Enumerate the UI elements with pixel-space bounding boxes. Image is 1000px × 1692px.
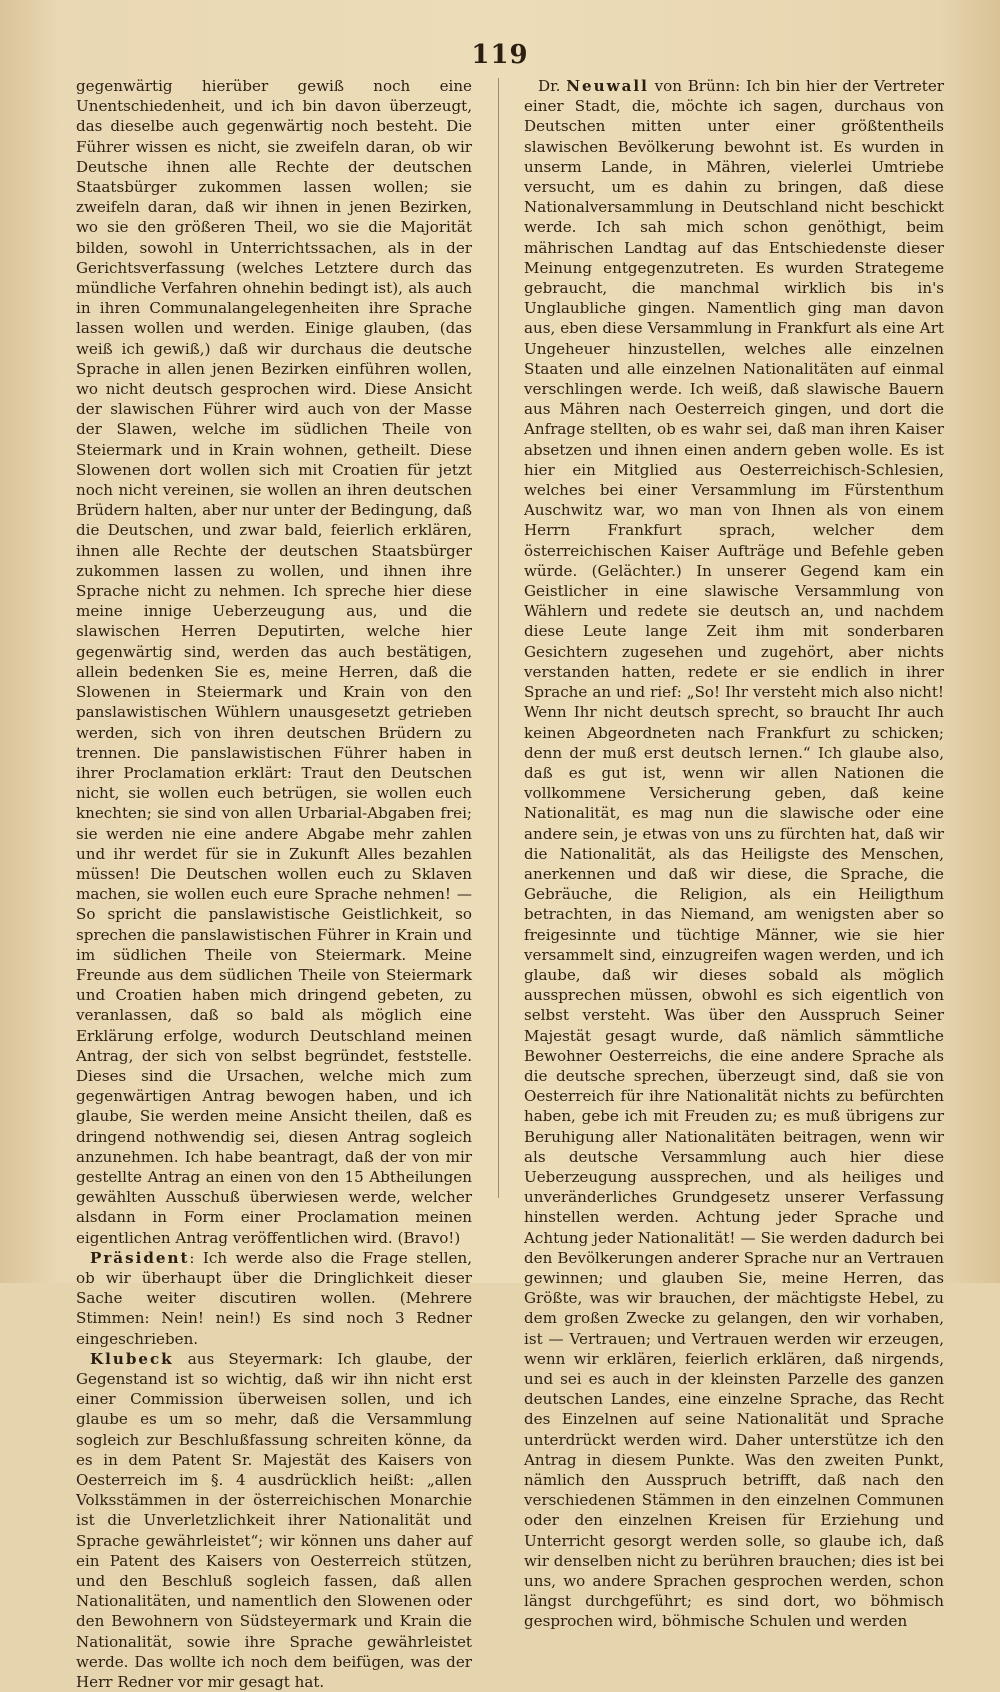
page-number: 119: [471, 40, 529, 70]
speaker-name: Neuwall: [566, 77, 649, 95]
paragraph-continued-speech: gegenwärtig hierüber gewiß noch eine Unentschiedenheit, und ich bin davon überzeugt, das dieselbe auch gegenwärtig noch besteht. Die Führer wissen es nicht, sie zweifeln daran, ob wir Deutsche ihnen alle Rechte der deutschen Staatsbürger zukommen lassen wollen; sie zweifeln daran, daß wir ihnen in jenen Bezirken, wo sie den größeren Theil, wo sie die Majorität bilden, sowohl in Unterrichtssachen, als in der Gerichtsverfassung (welches Letztere durch das mündliche Verfahren ohnehin bedingt ist), als auch in ihren Communalangelegenheiten ihre Sprache lassen wollen und werden. Einige glauben, (das weiß ich gewiß,) daß wir durchaus die deutsche Sprache in allen jenen Bezirken einführen wollen, wo nicht deutsch gesprochen wird. Diese Ansicht der slawischen Führer wird auch von der Masse der Slawen, welche im südlichen Theile von Steiermark und in Krain wohnen, getheilt. Diese Slowenen dort wollen sich mit Croatien für jetzt noch nicht vereinen, sie wollen an ihren deutschen Brüdern halten, aber nur unter der Bedingung, daß die Deutschen, und zwar bald, feierlich erklären, ihnen alle Rechte der deutschen Staatsbürger zukommen lassen zu wollen, und ihnen ihre Sprache nicht zu nehmen. Ich spreche hier diese meine innige Ueberzeugung aus, und die slawischen Herren Deputirten, welche hier gegenwärtig sind, werden das auch bestätigen, allein bedenken Sie es, meine Herren, daß die Slowenen in Steiermark und Krain von den panslawistischen Wühlern unausgesetzt getrieben werden, sich von ihren deutschen Brüdern zu trennen. Die panslawistischen Führer haben in ihrer Proclamation erklärt: Traut den Deutschen nicht, sie wollen euch betrügen, sie wollen euch knechten; sie sind von allen Urbarial-Abgaben frei; sie werden nie eine andere Abgabe mehr zahlen und ihr werdet für sie in Zukunft Alles bezahlen müssen! Die Deutschen wollen euch zu Sklaven machen, sie wollen euch eure Sprache nehmen! — So spricht die panslawistische Geistlichkeit, so sprechen die panslawistischen Führer in Krain und im südlichen Theile von Steiermark. Meine Freunde aus dem südlichen Theile von Steiermark und Croatien haben mich dringend gebeten, zu veranlassen, daß so bald als möglich eine Erklärung erfolge, wodurch Deutschland meinen Antrag, der sich von selbst begründet, feststelle. Dieses sind die Ursachen, welche mich zum gegenwärtigen Antrag bewogen haben, und ich glaube, Sie werden meine Ansicht theilen, daß es dringend nothwendig sei, diesen Antrag sogleich anzunehmen. Ich habe beantragt, daß der von mir gestellte Antrag an einen von den 15 Abtheilungen gewählten Ausschuß überwiesen werde, welcher alsdann in Form einer Proclamation meinen eigentlichen Antrag veröffentlichen wird. (Bravo!): [76, 77, 472, 1247]
speaker-name: Klubeck: [90, 1349, 174, 1368]
right-column: [524, 76, 944, 1632]
paragraph-klubeck: [76, 1349, 472, 1692]
speech-text: : Ich werde also die Frage stellen, ob wir überhaupt über die Dringlichkeit dieser Sache weiter discutiren wollen. (Mehrere Stimmen: Nein! nein!) Es sind noch 3 Redner eingeschrieben.: [76, 1248, 472, 1348]
speaker-title: Dr.: [538, 77, 567, 95]
paragraph-president: [76, 1248, 472, 1349]
left-column: [76, 76, 472, 1692]
speech-text: aus Steyermark: Ich glaube, der Gegenstand ist so wichtig, daß wir ihn nicht erst einer Commission überweisen sollen, und ich glaube es um so mehr, daß die Versammlung sogleich zur Beschlußfassung schreiten könne, da es in dem Patent Sr. Majestät des Kaisers von Oesterreich im §. 4 ausdrücklich heißt: „allen Volksstämmen in der österreichischen Monarchie ist die Unverletzlichkeit ihrer Nationalität und Sprache gewährleistet“; wir können uns daher auf ein Patent des Kaisers von Oesterreich stützen, und den Beschluß sogleich fassen, daß allen Nationalitäten, und namentlich den Slowenen oder den Bewohnern von Südsteyermark und Krain die Nationalität, sowie ihre Sprache gewährleistet werde. Das wollte ich noch dem beifügen, was der Herr Redner vor mir gesagt hat.: [76, 1349, 472, 1692]
paragraph-neuwall: [524, 76, 944, 1632]
column-divider: [498, 78, 499, 1198]
speaker-name: Präsident: [90, 1248, 190, 1267]
speech-text: von Brünn: Ich bin hier der Vertreter einer Stadt, die, möchte ich sagen, durchaus von Deutschen mitten unter einer größtentheils slawischen Bevölkerung bewohnt ist. Es wurden in unserm Lande, in Mähren, vielerlei Umtriebe versucht, um es dahin zu bringen, daß diese Nationalversammlung in Deutschland nicht beschickt werde. Ich sah mich schon genöthigt, beim mährischen Landtag auf das Entschiedenste dieser Meinung entgegenzutreten. Es wurden Strategeme gebraucht, die manchmal wirklich bis in's Unglaubliche gingen. Namentlich ging man davon aus, eben diese Versammlung in Frankfurt als eine Art Ungeheuer hinzustellen, welches alle einzelnen Staaten und alle einzelnen Nationalitäten auf einmal verschlingen werde. Ich weiß, daß slawische Bauern aus Mähren nach Oesterreich gingen, und dort die Anfrage stellten, ob es wahr sei, daß man ihren Kaiser absetzen und ihnen einen andern geben wolle. Es ist hier ein Mitglied aus Oesterreichisch-Schlesien, welches bei einer Versammlung im Fürstenthum Auschwitz war, wo man von Ihnen als von einem Herrn Frankfurt sprach, welcher dem österreichischen Kaiser Aufträge und Befehle geben würde. (Gelächter.) In unserer Gegend kam ein Geistlicher in eine slawische Versammlung von Wählern und redete sie deutsch an, und nachdem diese Leute lange Zeit ihm mit sonderbaren Gesichtern zugesehen und zugehört, aber nichts verstanden hatten, redete er sie endlich in ihrer Sprache an und rief: „So! Ihr versteht mich also nicht! Wenn Ihr nicht deutsch sprecht, so braucht Ihr auch keinen Abgeordneten nach Frankfurt zu schicken; denn der muß erst deutsch lernen.“ Ich glaube also, daß es gut ist, wenn wir allen Nationen die vollkommene Versicherung geben, daß keine Nationalität, es mag nun die slawische oder eine andere sein, je etwas von uns zu fürchten hat, daß wir die Nationalität, als das Heiligste des Menschen, anerkennen und daß wir diese, die Sprache, die Gebräuche, die Religion, als ein Heiligthum betrachten, in das Niemand, am wenigsten aber so freigesinnte und tüchtige Männer, wie sie hier versammelt sind, einzugreifen wagen werden, und ich glaube, daß wir dieses sobald als möglich aussprechen müssen, obwohl es sich eigentlich von selbst versteht. Was über den Ausspruch Seiner Majestät gesagt wurde, daß nämlich sämmtliche Bewohner Oesterreichs, die eine andere Sprache als die deutsche sprechen, überzeugt sind, daß sie von Oesterreich für ihre Nationalität nichts zu befürchten haben, gebe ich mit Freuden zu; es muß übrigens zur Beruhigung aller Nationalitäten beitragen, wenn wir als deutsche Versammlung auch hier diese Ueberzeugung aussprechen, und als heiliges und unveränderliches Grundgesetz unserer Verfassung hinstellen werden. Achtung jeder Sprache und Achtung jeder Nationalität! — Sie werden dadurch bei den Bevölkerungen anderer Sprache nur an Vertrauen gewinnen; und glauben Sie, meine Herren, das Größte, was wir brauchen, der mächtigste Hebel, zu dem großen Zwecke zu gelangen, den wir vorhaben, ist — Vertrauen; und Vertrauen werden wir erzeugen, wenn wir erklären, feierlich erklären, daß nirgends, und sei es auch in der kleinsten Parzelle des ganzen deutschen Landes, eine einzelne Sprache, das Recht des Einzelnen auf seine Nationalität und Sprache unterdrückt werden wird. Daher unterstütze ich den Antrag in diesem Punkte. Was den zweiten Punkt, nämlich den Ausspruch betrifft, daß nach den verschiedenen Stämmen in den einzelnen Communen oder den einzelnen Kreisen für Erziehung und Unterricht gesorgt werden solle, so glaube ich, daß wir denselben nicht zu berühren brauchen; dies ist bei uns, wo andere Sprachen gesprochen werden, schon längst durchgeführt; es sind dort, wo böhmisch gesprochen wird, böhmische Schulen und werden: [524, 77, 944, 1631]
